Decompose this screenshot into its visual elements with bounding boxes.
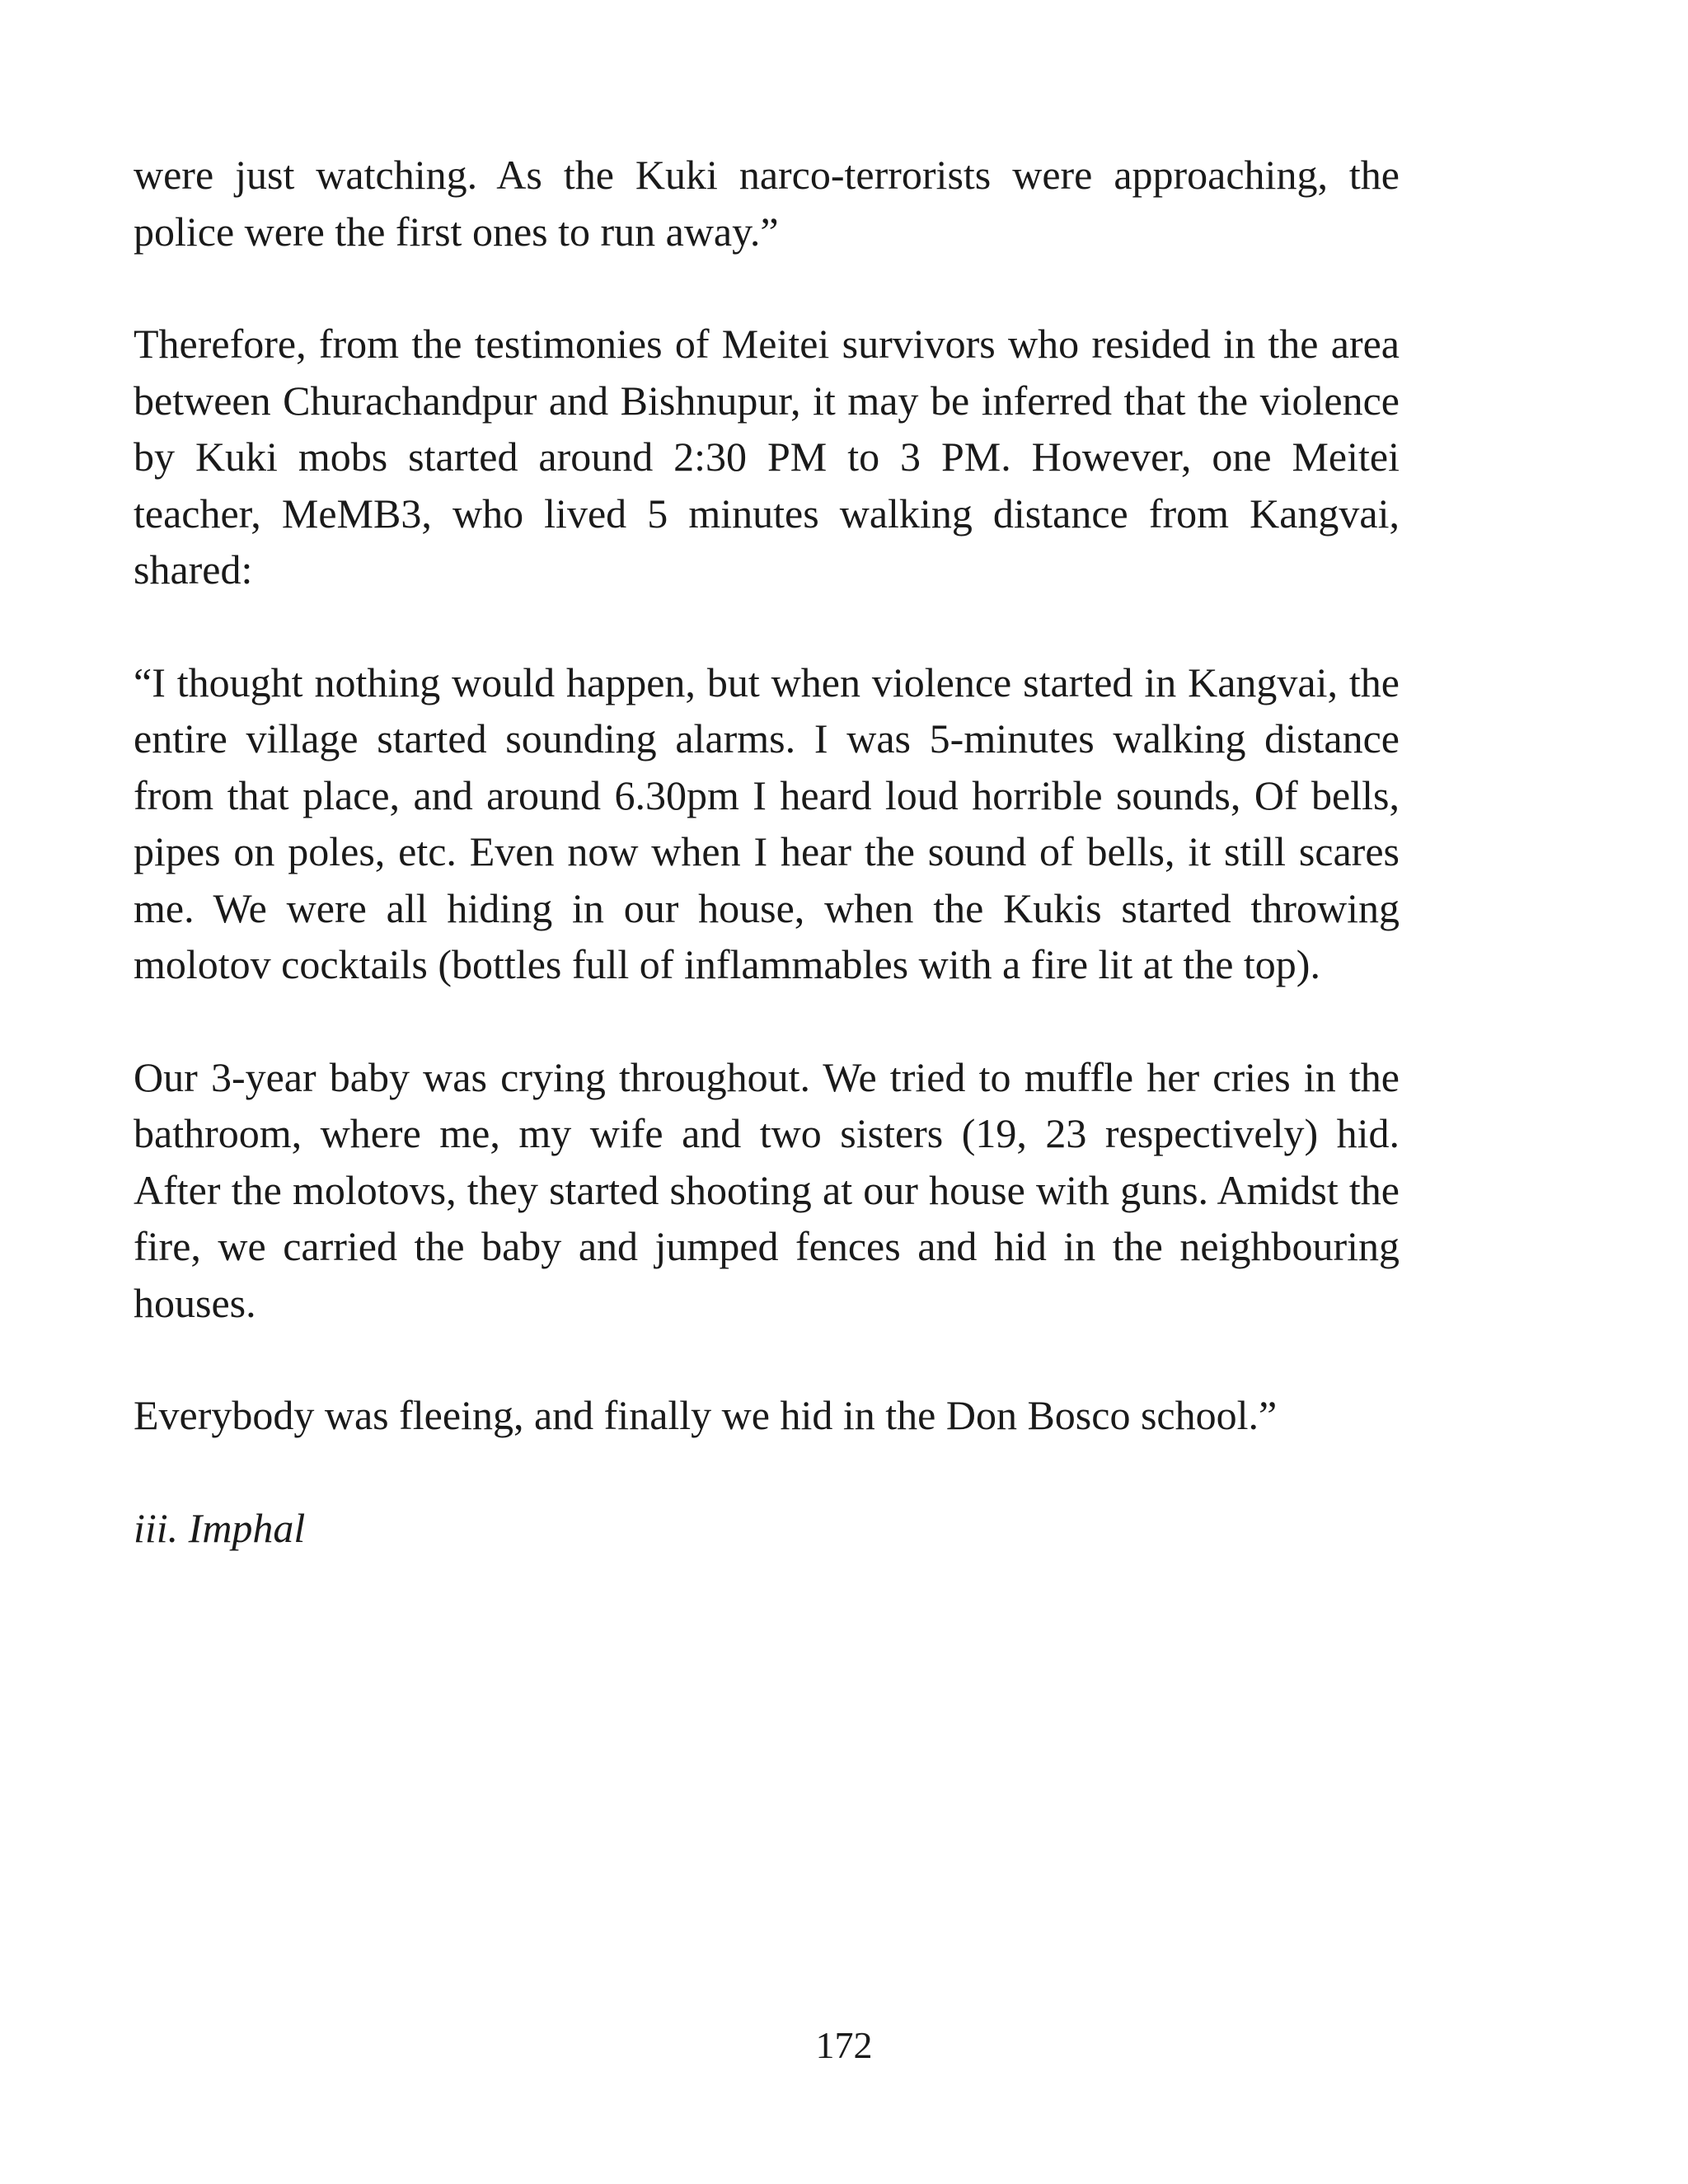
paragraph-3: “I thought nothing would happen, but when violence started in Kangvai, the entire village started sounding alarms. I was 5-minutes walking distance from that place, and around 6.30pm I heard loud horrible sounds, Of bells, pipes on poles, etc. Even now when I hear the sound of bells, it still scares me. We were all hiding in our house, when the Kukis started throwing molotov cocktails (bottles full of inflammables with a fire lit at the top). [134, 658, 1400, 987]
paragraph-2: Therefore, from the testimonies of Meitei survivors who resided in the area between Churachandpur and Bishnupur, it may be inferred that the violence by Kuki mobs started around 2:30 PM to 3 PM. However, one Meitei teacher, MeMB3, who lived 5 minutes walking distance from Kangvai, shared: [134, 321, 1400, 593]
paragraph-4: Our 3-year baby was crying throughout. We tried to muffle her cries in the bathroom, where me, my wife and two sisters (19, 23 respectively) hid. After the molotovs, they started shooting at our house with guns. Amidst the fire, we carried the baby and jumped fences and hid in the neighbouring houses. [134, 1053, 1400, 1326]
paragraph-1: were just watching. As the Kuki narco-terrorists were approaching, the police were the first ones to run away.” [134, 152, 1400, 255]
body-text [134, 147, 1400, 1556]
section-subheading: iii. Imphal [134, 1504, 306, 1551]
page-number: 172 [815, 2024, 873, 2066]
paragraph-5: Everybody was fleeing, and finally we hid in the Don Bosco school.” [134, 1392, 1278, 1438]
